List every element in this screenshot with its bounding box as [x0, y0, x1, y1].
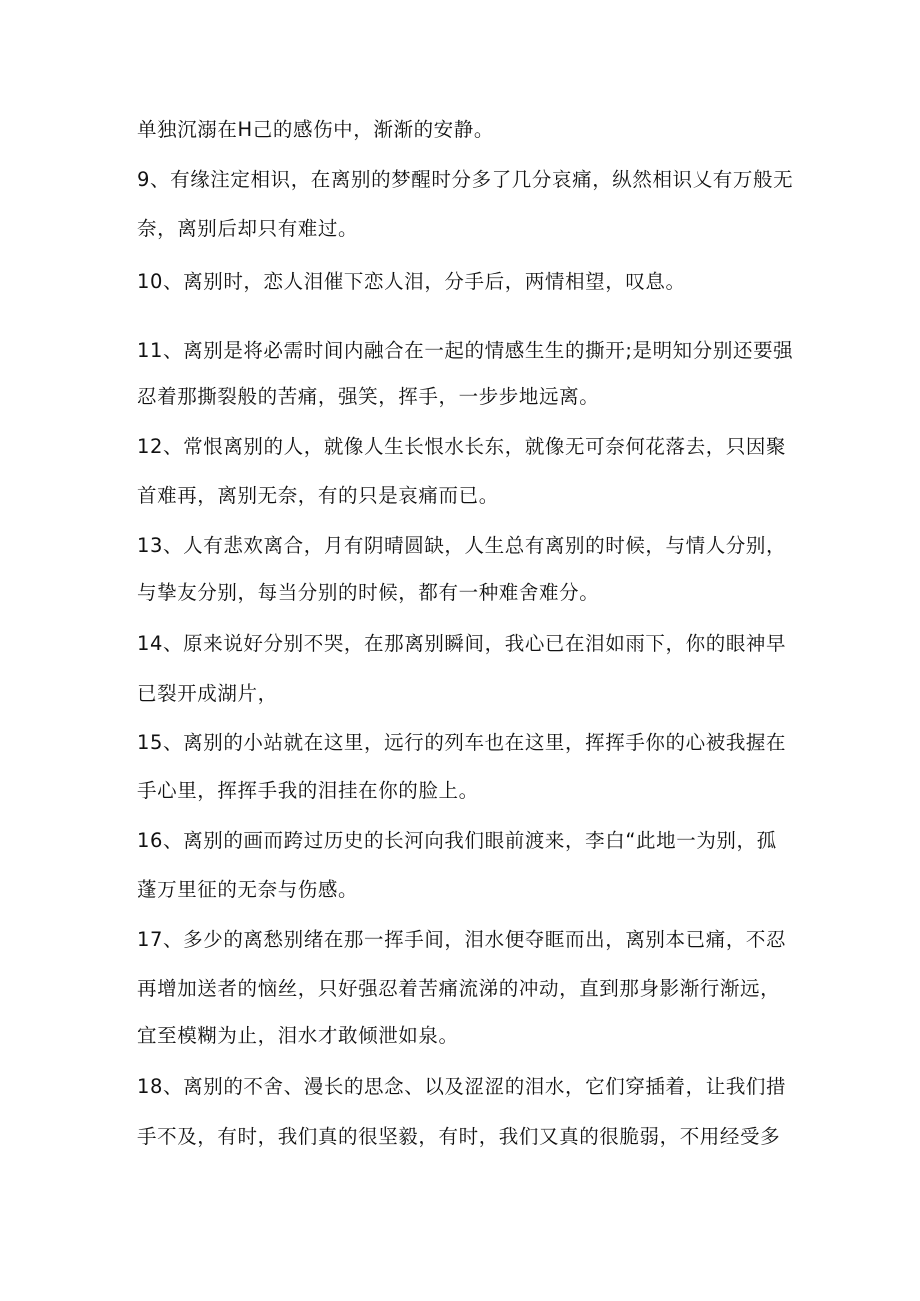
text-line: 18、离别的不舍、漫长的思念、以及涩涩的泪水，它们穿插着，让我们措 — [137, 1075, 787, 1098]
text-line: 首难再，离别无奈，有的只是哀痛而已。 — [137, 484, 499, 507]
text-line: 再增加送者的恼丝，只好强忍着苦痛流涕的冲动，直到那身影渐行渐远， — [137, 977, 781, 1000]
text-line: 与挚友分别，每当分别的时候，都有一种难舍难分。 — [137, 581, 600, 604]
text-line: 蓬万里征的无奈与伤感。 — [137, 878, 359, 901]
text-line: 奈，离别后却只有难过。 — [137, 217, 359, 240]
text-line: 14、原来说好分别不哭，在那离别瞬间，我心已在泪如雨下，你的眼神早 — [137, 632, 787, 655]
text-line: 宜至模糊为止，泪水才敢倾泄如泉。 — [137, 1024, 459, 1047]
text-line: 已裂开成湖片， — [137, 682, 278, 705]
text-line: 16、离别的画而跨过历史的长河向我们眼前渡来，李白“此地一为别，孤 — [137, 829, 777, 852]
text-line: 手心里，挥挥手我的泪挂在你的脸上。 — [137, 779, 479, 802]
text-line: 11、离别是将必需时间内融合在一起的情感生生的撕开;是明知分别还要强 — [137, 339, 794, 362]
text-line: 17、多少的离愁别绪在那一挥手间，泪水便夺眶而出，离别本已痛，不忍 — [137, 928, 787, 951]
text-line: 手不及，有时，我们真的很坚毅，有时，我们又真的很脆弱，不用经受多 — [137, 1125, 781, 1148]
text-line: 9、有缘注定相识，在离别的梦醒时分多了几分哀痛，纵然相识乂有万般无 — [137, 168, 794, 191]
text-line: 10、离别时，恋人泪催下恋人泪，分手后，两情相望，叹息。 — [137, 270, 686, 293]
text-line: 单独沉溺在H己的感伤中，渐渐的安静。 — [137, 118, 494, 141]
text-line: 忍着那撕裂般的苦痛，强笑，挥手，一步步地远离。 — [137, 385, 600, 408]
text-line: 13、人有悲欢离合，月有阴晴圆缺，人生总有离别的时候，与情人分别， — [137, 534, 787, 557]
text-line: 15、离别的小站就在这里，远行的列车也在这里，挥挥手你的心被我握在 — [137, 731, 787, 754]
text-line: 12、常恨离别的人，就像人生长恨水长东，就像无可奈何花落去，只因聚 — [137, 435, 787, 458]
